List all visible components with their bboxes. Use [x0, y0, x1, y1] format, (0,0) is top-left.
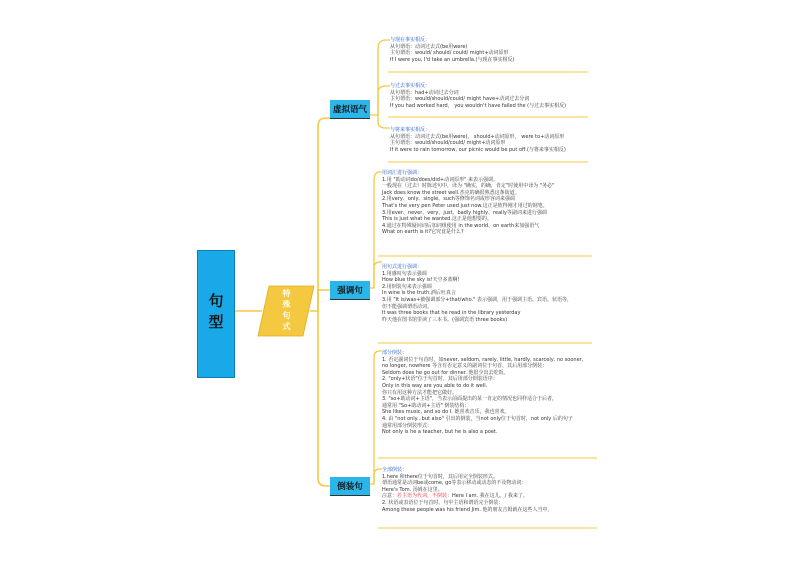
note-line: 2. 状语或表语位于句首时。句中主语和谓语完全倒装：	[382, 499, 504, 506]
note-line: 通常用部分倒装形式：	[382, 422, 433, 429]
note-line: 3. "so+助动词+主语"，当表示前面提出的某一肯定的情况也同样适合于后者，	[382, 396, 558, 403]
note-line: 谓语通常是动词be或come, go等表示移动或动态的不及物动词：	[382, 480, 527, 487]
note-rest: ：Here I am. 我在这儿。/ 我来了。	[447, 493, 528, 500]
category-emphasis[interactable]	[330, 281, 370, 300]
note-line: 从句谓语：had+动词过去分词	[390, 89, 459, 96]
note-line: 但不能强调谓语动词。	[382, 303, 433, 310]
note-line: If I were you, I'd take an umbrella.(与现在事实相反)	[390, 56, 515, 63]
note-heading: 用句式进行强调：	[382, 264, 423, 270]
category-label: 倒装句	[337, 482, 363, 492]
note-subjunctive-future	[390, 127, 566, 153]
note-line: She likes music, and so do I. 她喜欢音乐，我也喜欢。	[382, 409, 510, 416]
note-line: What on earth is it?它究竟是什么?	[382, 229, 464, 236]
note-line: 4.通过在特殊疑问词后加词组使用 in the world、on earth来加强语气	[382, 222, 540, 229]
note-heading: 全部倒装：	[382, 467, 408, 473]
note-line: Seldom does he go out for dinner. 他很少出去吃饭。	[382, 369, 509, 376]
note-heading: 部分倒装：	[382, 350, 408, 356]
note-line: 一般现在（过去）时陈述句中，译为 "确实，的确，肯定"时使用中译为 "务必"	[382, 183, 555, 190]
note-heading: 与现在事实相反：	[390, 37, 431, 43]
connector-to-inversion	[318, 311, 330, 486]
connector-emph-2	[374, 262, 382, 288]
note-emphasis-words	[382, 170, 554, 236]
note-line: 1.here 和there位于句首时，其后用完全倒装形式。	[382, 473, 498, 480]
note-full-inversion	[382, 467, 553, 513]
root-label: 句型	[206, 293, 225, 335]
note-line: 1. 否定副词位于句首时，如never, seldom, rarely, little, hardly, scarcely, no sooner,	[382, 356, 584, 363]
connector-inv-1	[366, 351, 382, 484]
note-heading: 与过去事实相反：	[390, 83, 431, 89]
note-heading: 用词汇进行强调：	[382, 170, 423, 176]
note-prefix: 注意：	[382, 493, 398, 500]
note-line: How blue the sky is!天空多蓝啊!	[382, 277, 460, 284]
note-line: If it were to rain tomorrow, our picnic would be put off.(与将来事实相反)	[390, 146, 566, 153]
note-line: It was three books that he read in the library yesterday	[382, 310, 521, 317]
note-line: 从句谓语：动词过去式(be用were)	[390, 43, 468, 50]
note-line: Among these people was his friend Jim. 他的朋友吉姆就在这些人当中。	[382, 506, 553, 513]
note-line: 1.用感叹句表示强调	[382, 270, 427, 277]
connector-subj-2	[378, 86, 390, 115]
note-line: Not only is he a teacher, but he is also a poet.	[382, 429, 498, 436]
note-line: 4. 由 "not only...but also" 引出的倒装，当not only位于句首时，not only 后的句子	[382, 415, 573, 422]
note-line-warning	[382, 493, 553, 500]
note-line: 通常用 "So+助动词+主语" 倒装结构：	[382, 402, 470, 409]
category-subjunctive[interactable]	[330, 100, 370, 119]
connector-to-subjunctive	[310, 118, 330, 311]
note-subjunctive-present	[390, 37, 514, 63]
category-inversion[interactable]	[330, 477, 370, 496]
note-line: 1.用 "助动词do/does/did+动词原形" 来表示强调。	[382, 176, 498, 183]
note-emphasis-structures	[382, 264, 572, 323]
note-warning-text: 若主语为代词，不倒装	[397, 493, 448, 500]
category-label: 虚拟语气	[332, 105, 367, 115]
note-line: That's the very pen Peter used just now.这正是彼得刚才用过的钢笔。	[382, 202, 548, 209]
note-line: Only in this way are you able to do it well.	[382, 382, 488, 389]
category-label: 强调句	[337, 286, 363, 296]
note-line: 3.用ever、never、very、just、badly highly、really等副词来进行强调	[382, 209, 547, 216]
connector-to-emphasis	[318, 290, 330, 311]
connector-subj-1	[370, 40, 390, 115]
note-line: 昨天他在图书馆里读了三本书。(强调宾语 three books)	[382, 316, 508, 323]
note-line: Jack does know the street well.杰克的确很熟悉这条街道。	[382, 189, 520, 196]
note-line: 主句谓语：would/ should/ could/ might+动词原形	[390, 50, 509, 57]
note-line: 2. "only+状语"位于句首时，其后用部分倒装语序：	[382, 376, 498, 383]
note-heading: 与将来事实相反：	[390, 127, 431, 133]
note-subjunctive-past	[390, 83, 566, 109]
note-line: 2.用倒装句来表示强调	[382, 283, 432, 290]
connector-inv-2	[374, 469, 382, 484]
note-partial-inversion	[382, 350, 583, 436]
note-line: 主句谓语：would/should/could/ might+动词原形	[390, 140, 506, 147]
branch-node-special-sentences[interactable]	[258, 286, 314, 336]
note-line: 你只有用这种方法才能把它做好。	[382, 389, 458, 396]
note-line: 从句谓语：动词过去式(be用were)， should+动词原形， were to+动词原形	[390, 133, 565, 140]
note-line: In wine is the truth.酒后吐真言	[382, 290, 456, 297]
note-line: 2.用very、only、single、such等修饰名词或形容词来强调	[382, 196, 515, 203]
note-line: 3.用 "It is/was+被强调部分+that/who." 表示强调，用于强调主语、宾语、状语等，	[382, 296, 573, 303]
note-line: 主句谓语：would/should/could/ might have+动词过去分词	[390, 96, 530, 103]
branch-label: 特殊句式	[282, 289, 291, 333]
note-line: This is just what he wanted.这正是他想要的。	[382, 216, 492, 223]
note-line: If you had worked hard， you wouldn't have failed the (与过去事实相反)	[390, 102, 567, 109]
note-line: Here's Tom. 汤姆在这里。	[382, 486, 443, 493]
root-node[interactable]	[197, 250, 235, 378]
note-line: no longer, nowhere 等含有否定意义的副词位于句首，其后用部分倒装：	[382, 363, 548, 370]
